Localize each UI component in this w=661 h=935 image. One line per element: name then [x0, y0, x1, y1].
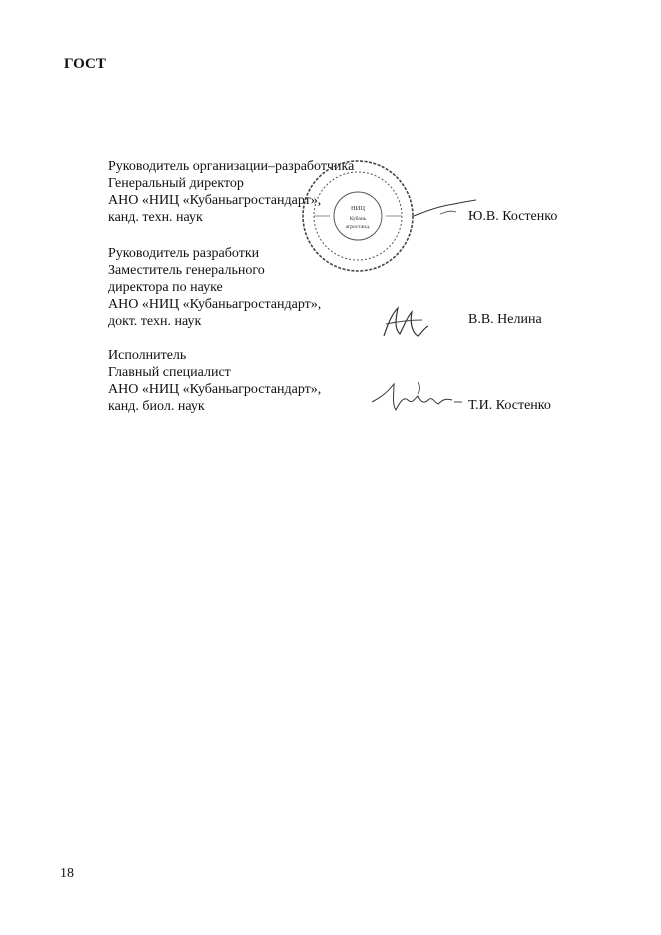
signatory-name-1: Ю.В. Костенко	[468, 209, 558, 224]
position-line: Заместитель генерального	[108, 263, 265, 278]
organization-line: АНО «НИЦ «Кубаньагростандарт»,	[108, 193, 322, 208]
position-line: Исполнитель	[108, 348, 187, 363]
signature-1-mark	[410, 188, 480, 228]
organization-line: АНО «НИЦ «Кубаньагростандарт»,	[108, 297, 322, 312]
signatory-block-2	[108, 245, 321, 330]
svg-text:Кубань: Кубань	[349, 216, 367, 222]
degree-line: докт. техн. наук	[108, 314, 202, 329]
signature-3-mark	[368, 378, 464, 418]
svg-text:НИЦ: НИЦ	[350, 205, 366, 212]
degree-line: канд. техн. наук	[108, 210, 203, 225]
signatory-block-3	[108, 347, 321, 415]
degree-line: канд. биол. наук	[108, 399, 205, 414]
organization-line: АНО «НИЦ «Кубаньагростандарт»,	[108, 382, 322, 397]
position-line: Генеральный директор	[108, 176, 244, 191]
signatory-name-2: В.В. Нелина	[468, 312, 542, 327]
position-line: Главный специалист	[108, 365, 231, 380]
svg-text:агростанд.: агростанд.	[345, 224, 371, 230]
position-line: Руководитель разработки	[108, 246, 260, 261]
position-line: Руководитель организации–разработчика	[108, 159, 355, 174]
signatory-name-3: Т.И. Костенко	[468, 398, 551, 413]
document-header: ГОСТ	[64, 56, 106, 72]
position-line: директора по науке	[108, 280, 223, 295]
signature-2-mark	[378, 302, 434, 344]
page-number: 18	[60, 866, 74, 881]
